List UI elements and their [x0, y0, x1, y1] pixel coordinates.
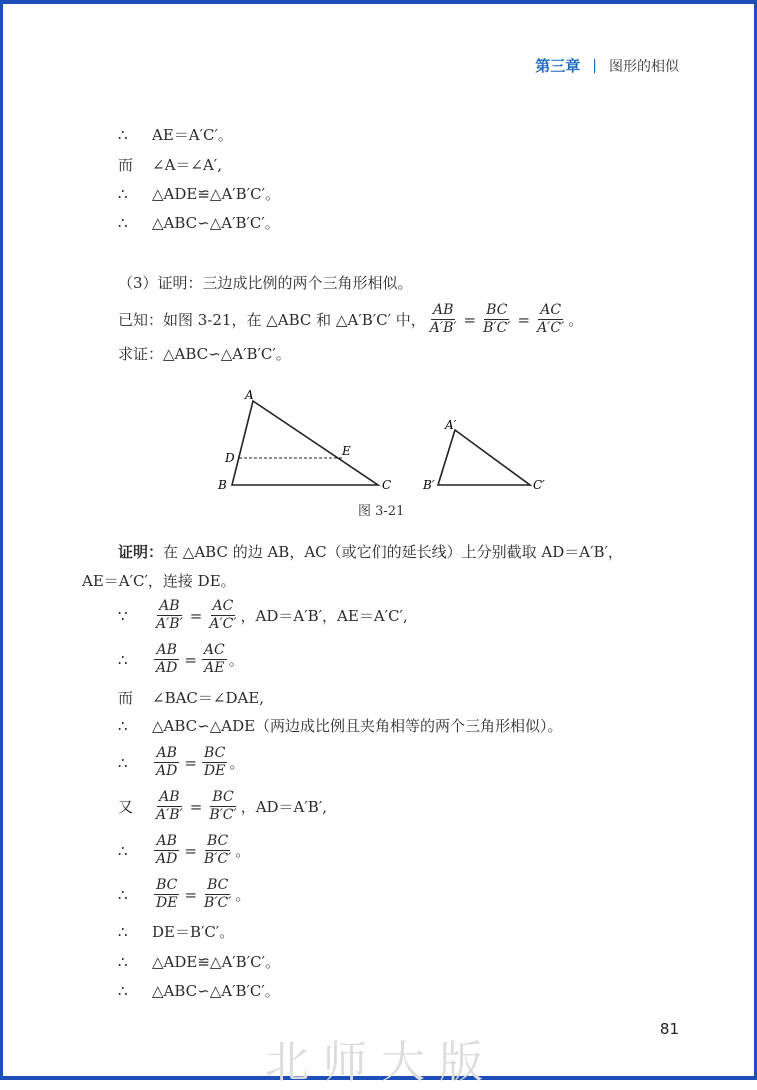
line-text: 在 △ABC 的边 AB，AC（或它们的延长线）上分别截取 AD＝A′B′， [163, 543, 623, 561]
fraction [154, 642, 179, 677]
therefore-symbol: ∴ [118, 753, 128, 772]
label-b-prime: B′ [423, 478, 435, 492]
line-suffix: 。 [228, 651, 244, 669]
line-text: △ABC∽△A′B′C′。 [152, 982, 280, 1000]
line-suffix: 。 [235, 842, 251, 860]
label-b: B [218, 478, 227, 492]
denominator: B′C′ [209, 807, 237, 823]
label-c: C [382, 478, 392, 492]
numerator: AC [540, 302, 562, 318]
numerator: AB [159, 789, 180, 805]
numerator: BC [212, 789, 234, 805]
therefore-symbol: ∴ [118, 213, 128, 232]
label-a: A [245, 388, 254, 402]
denominator: B′C′ [203, 851, 232, 867]
therefore-symbol: ∴ [118, 184, 128, 203]
fraction [154, 598, 185, 633]
therefore-symbol: ∴ [118, 650, 128, 669]
equals-sign: = [463, 310, 477, 329]
label-c-prime: C′ [533, 478, 545, 492]
label-a-prime: A′ [445, 418, 457, 432]
numerator: BC [486, 302, 508, 318]
denominator: B′C′ [204, 895, 232, 911]
fraction [207, 789, 238, 824]
fraction [481, 302, 512, 337]
chapter-title: 图形的相似 [609, 58, 679, 75]
line-suffix: 。 [568, 311, 584, 329]
proof-line-12 [118, 687, 264, 708]
label-e: E [342, 444, 351, 458]
line-suffix: 。 [229, 754, 245, 772]
fraction [535, 302, 566, 337]
line-text: DE＝B′C′。 [152, 923, 235, 941]
numerator: AB [156, 745, 177, 761]
proof-line-2 [118, 154, 222, 175]
also-symbol: 又 [118, 798, 134, 816]
and-symbol: 而 [118, 156, 134, 174]
fraction [202, 877, 233, 912]
denominator: A′B′ [156, 807, 183, 823]
page-header [535, 55, 679, 76]
page-number: 81 [659, 1020, 679, 1038]
equals-sign: = [184, 841, 197, 860]
denominator: AD [156, 660, 178, 676]
proof-line-20 [118, 980, 280, 1001]
line-text: ∠A＝∠A′, [152, 156, 222, 174]
header-separator: | [592, 57, 597, 74]
proof-line-11 [118, 642, 244, 677]
equals-sign: = [184, 885, 198, 904]
line-text: △ADE≌△A′B′C′。 [152, 953, 280, 971]
numerator: BC [156, 877, 178, 893]
denominator: DE [156, 895, 178, 911]
proof-line-17 [118, 877, 250, 912]
denominator: AE [204, 660, 225, 676]
proof-line-9 [82, 570, 236, 591]
therefore-symbol: ∴ [118, 922, 128, 941]
proof-line-10 [118, 598, 408, 633]
top-border [0, 0, 757, 4]
proof-line-3 [118, 183, 280, 204]
therefore-symbol: ∴ [118, 885, 128, 904]
line-suffix: ，AD＝A′B′, [240, 798, 327, 816]
fraction [154, 789, 185, 824]
line-text: AE＝A′C′，连接 DE。 [82, 572, 236, 590]
equals-sign: = [184, 753, 197, 772]
denominator: A′C′ [537, 320, 565, 336]
therefore-symbol: ∴ [118, 716, 128, 735]
therefore-symbol: ∴ [118, 981, 128, 1000]
line-suffix: ，AD＝A′B′，AE＝A′C′, [240, 607, 408, 625]
triangle-a2b2c2 [438, 430, 530, 485]
fraction [154, 877, 179, 912]
fraction [207, 598, 238, 633]
proof-line-8 [118, 541, 623, 562]
and-symbol: 而 [118, 689, 134, 707]
line-text: △ABC∽△A′B′C′。 [152, 214, 280, 232]
therefore-symbol: ∴ [118, 125, 128, 144]
proof-line-4 [118, 212, 280, 233]
left-border [0, 0, 3, 1080]
equals-sign: = [184, 650, 197, 669]
triangle-abc [232, 401, 378, 485]
numerator: BC [206, 833, 229, 849]
fraction [202, 745, 227, 780]
line-text: AE＝A′C′。 [152, 126, 233, 144]
proof-line-19 [118, 951, 280, 972]
denominator: AD [156, 851, 178, 867]
line-text: （3）证明：三边成比例的两个三角形相似。 [118, 274, 413, 292]
proof-line-1 [118, 124, 233, 145]
line-text: 求证：△ABC∽△A′B′C′。 [118, 345, 291, 363]
denominator: B′C′ [483, 320, 511, 336]
line-suffix: 。 [235, 886, 251, 904]
chapter-label: 第三章 [535, 57, 581, 75]
numerator: AB [156, 833, 177, 849]
denominator: AD [156, 763, 178, 779]
fraction [202, 642, 227, 677]
denominator: A′B′ [429, 320, 457, 336]
fraction [154, 833, 179, 868]
proof-label: 证明： [118, 543, 164, 561]
proof-line-18 [118, 921, 234, 942]
numerator: AB [432, 302, 454, 318]
fraction [202, 833, 233, 868]
proof-line-16 [118, 833, 250, 868]
numerator: AB [159, 598, 180, 614]
proof-line-14 [118, 745, 244, 780]
denominator: A′B′ [156, 616, 183, 632]
figure-3-21 [210, 385, 560, 497]
because-symbol: ∵ [118, 606, 128, 625]
denominator: DE [203, 763, 226, 779]
therefore-symbol: ∴ [118, 841, 128, 860]
given-prefix: 已知：如图 3-21，在 △ABC 和 △A′B′C′ 中， [118, 311, 426, 329]
equals-sign: = [517, 310, 531, 329]
line-text: △ABC∽△ADE（两边成比例且夹角相等的两个三角形相似）。 [152, 717, 563, 735]
numerator: AB [156, 642, 177, 658]
given-line [118, 302, 583, 337]
figure-caption: 图 3-21 [358, 504, 405, 519]
proof-line-15 [118, 789, 327, 824]
line-text: △ADE≌△A′B′C′。 [152, 185, 280, 203]
equals-sign: = [189, 797, 203, 816]
line-text: ∠BAC＝∠DAE, [152, 689, 265, 707]
therefore-symbol: ∴ [118, 952, 128, 971]
equals-sign: = [189, 606, 203, 625]
numerator: AC [212, 598, 234, 614]
label-d: D [225, 451, 235, 465]
numerator: BC [207, 877, 229, 893]
fraction [428, 302, 459, 337]
denominator: A′C′ [209, 616, 237, 632]
proof-line-13 [118, 715, 563, 736]
section-heading [118, 272, 413, 293]
prove-line [118, 343, 291, 364]
numerator: BC [204, 745, 226, 761]
numerator: AC [203, 642, 225, 658]
fraction [154, 745, 179, 780]
watermark: 北师大版 [265, 1037, 497, 1088]
